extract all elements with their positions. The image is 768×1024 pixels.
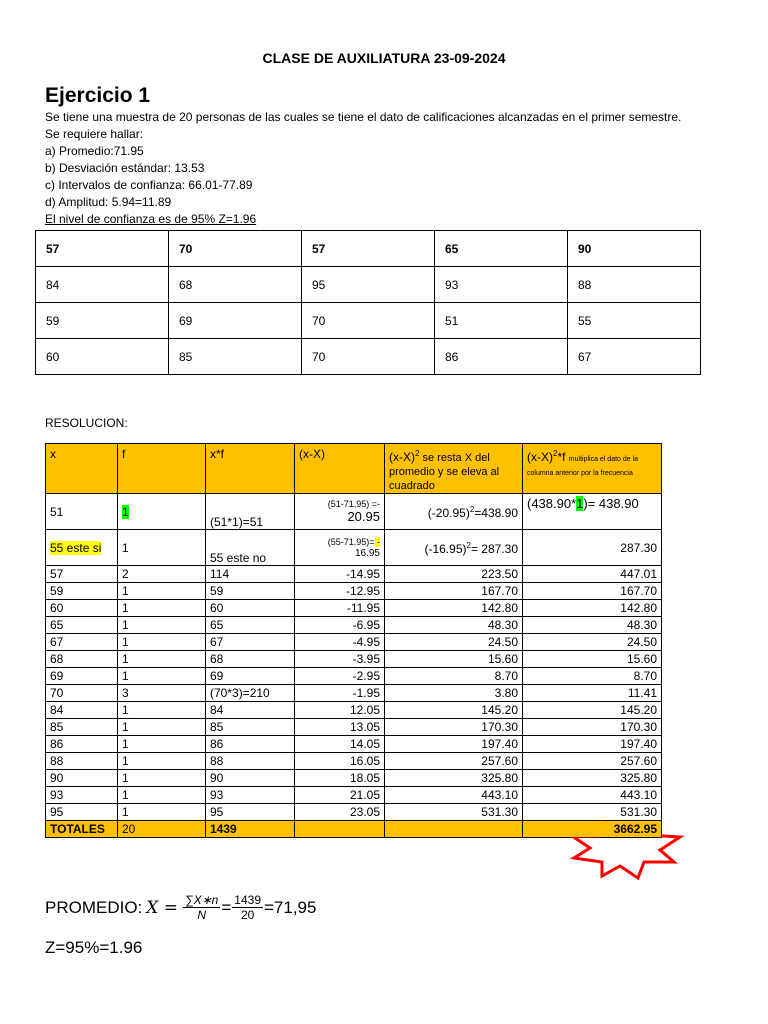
question-d: d) Amplitud: 5.94=11.89 (45, 195, 172, 209)
table-cell: 142.80 (385, 600, 523, 617)
totals-label: TOTALES (46, 821, 118, 838)
table-cell: -4.95 (295, 634, 385, 651)
table-cell: 11.41 (523, 685, 662, 702)
table-cell: 287.30 (523, 530, 662, 566)
table-row (46, 600, 662, 617)
header-x: x (46, 444, 118, 494)
frequency-table (45, 443, 662, 838)
table-cell: -6.95 (295, 617, 385, 634)
table-cell: (55-71.95)= - 16.95 (295, 530, 385, 566)
table-cell: 88 (206, 753, 295, 770)
table-cell: 51 (435, 303, 568, 339)
table-row (46, 702, 662, 719)
z-value: Z=95%=1.96 (45, 938, 143, 957)
table-cell: 85 (46, 719, 118, 736)
table-cell: 15.60 (385, 651, 523, 668)
table-cell: 90 (568, 231, 701, 267)
table-cell: 3.80 (385, 685, 523, 702)
table-cell: 145.20 (523, 702, 662, 719)
table-row (46, 685, 662, 702)
table-cell: 67 (568, 339, 701, 375)
table-cell: 167.70 (523, 583, 662, 600)
table-row (36, 231, 701, 267)
table-row (46, 770, 662, 787)
table-row (46, 753, 662, 770)
table-cell: 325.80 (385, 770, 523, 787)
table-cell: 170.30 (385, 719, 523, 736)
table-cell: 60 (36, 339, 169, 375)
table-row (46, 719, 662, 736)
table-cell: 69 (206, 668, 295, 685)
table-cell: 93 (435, 267, 568, 303)
table-cell: 67 (206, 634, 295, 651)
table-cell: -2.95 (295, 668, 385, 685)
table-row (46, 787, 662, 804)
table-cell: 48.30 (385, 617, 523, 634)
table-cell: 8.70 (385, 668, 523, 685)
table-cell: 1 (118, 530, 206, 566)
confidence-level: El nivel de confianza es de 95% Z=1.96 (45, 212, 257, 226)
table-cell: 95 (206, 804, 295, 821)
table-cell: 65 (206, 617, 295, 634)
table-cell: 68 (169, 267, 302, 303)
table-row (46, 804, 662, 821)
table-cell: 93 (206, 787, 295, 804)
table-cell: 60 (206, 600, 295, 617)
table-cell: 90 (206, 770, 295, 787)
table-cell: (51*1)=51 (206, 494, 295, 530)
table-cell: 443.10 (385, 787, 523, 804)
table-cell: 1 (118, 736, 206, 753)
table-cell: (51-71,95) =- 20.95 (295, 494, 385, 530)
table-cell: (70*3)=210 (206, 685, 295, 702)
table-cell: 86 (435, 339, 568, 375)
table-cell: 1 (118, 719, 206, 736)
table-cell: 257.60 (523, 753, 662, 770)
table-cell (295, 821, 385, 838)
header-squared: $(x-X)^2$ se resta X del promedio y se eleva al cuadrado (385, 444, 523, 494)
table-row (36, 267, 701, 303)
table-cell: 70 (46, 685, 118, 702)
table-cell: 13.05 (295, 719, 385, 736)
table-cell: 57 (36, 231, 169, 267)
header-squared-freq: $(x-X)^2*f$ multiplica el dato de la columna anterior por la frecuencia (523, 444, 662, 494)
table-cell: 86 (46, 736, 118, 753)
table-cell: -3.95 (295, 651, 385, 668)
table-cell: 257.60 (385, 753, 523, 770)
table-cell: 16.05 (295, 753, 385, 770)
table-cell (385, 821, 523, 838)
table-cell: 23.05 (295, 804, 385, 821)
table-cell: 67 (46, 634, 118, 651)
table-row (46, 634, 662, 651)
totals-xf: 1439 (206, 821, 295, 838)
table-row (46, 566, 662, 583)
table-cell: 1 (118, 583, 206, 600)
table-cell: 12.05 (295, 702, 385, 719)
table-cell: 197.40 (523, 736, 662, 753)
table-cell: 90 (46, 770, 118, 787)
table-cell: 2 (118, 566, 206, 583)
table-row (46, 583, 662, 600)
table-cell: 85 (169, 339, 302, 375)
table-cell: 1 (118, 651, 206, 668)
table-cell: 1 (118, 753, 206, 770)
table-cell: 59 (46, 583, 118, 600)
table-cell: 95 (46, 804, 118, 821)
totals-f: 20 (118, 821, 206, 838)
table-row (46, 736, 662, 753)
totals-sqf: 3662.95 (523, 821, 662, 838)
table-cell: 69 (46, 668, 118, 685)
table-row (46, 651, 662, 668)
table-cell: (438.90*1)= 438.90 (523, 494, 662, 530)
table-cell: 24.50 (523, 634, 662, 651)
table-cell: 48.30 (523, 617, 662, 634)
header-deviation: (x-X) (295, 444, 385, 494)
table-cell: 84 (46, 702, 118, 719)
table-cell: 70 (302, 303, 435, 339)
table-header-row (46, 444, 662, 494)
table-cell: 86 (206, 736, 295, 753)
table-cell: 93 (46, 787, 118, 804)
resolution-label: RESOLUCION: (45, 416, 128, 430)
table-row (46, 617, 662, 634)
header-xf: x*f (206, 444, 295, 494)
table-cell: -14.95 (295, 566, 385, 583)
table-cell: 65 (46, 617, 118, 634)
table-cell: $(-16.95)^2= 287.30$ (385, 530, 523, 566)
table-cell: 69 (169, 303, 302, 339)
table-cell: 55 este si (46, 530, 118, 566)
table-cell: 60 (46, 600, 118, 617)
table-cell: 531.30 (523, 804, 662, 821)
table-cell: 145.20 (385, 702, 523, 719)
table-cell: 70 (169, 231, 302, 267)
table-cell: 88 (46, 753, 118, 770)
table-cell: 8.70 (523, 668, 662, 685)
table-cell: 14.05 (295, 736, 385, 753)
table-cell: -1.95 (295, 685, 385, 702)
table-cell: 1 (118, 787, 206, 804)
table-cell: 1 (118, 617, 206, 634)
table-cell: $(-20.95)^2=438.90$ (385, 494, 523, 530)
table-cell: 1 (118, 600, 206, 617)
table-cell: 84 (36, 267, 169, 303)
sample-data-table (35, 230, 701, 375)
table-cell: 65 (435, 231, 568, 267)
exercise-heading: Ejercicio 1 (45, 84, 151, 107)
table-cell: 1 (118, 668, 206, 685)
intro-line: Se tiene una muestra de 20 personas de las cuales se tiene el dato de calificaciones alcanzadas en el primer semestre. (45, 110, 682, 124)
table-cell: 21.05 (295, 787, 385, 804)
table-cell: 70 (302, 339, 435, 375)
question-c: c) Intervalos de confianza: 66.01-77.89 (45, 178, 253, 192)
document-title: CLASE DE AUXILIATURA 23-09-2024 (262, 50, 506, 66)
table-cell: 18.05 (295, 770, 385, 787)
table-cell: 1 (118, 804, 206, 821)
mean-formula: PROMEDIO: X = $\frac{\sum X∗n}{N}$ = $\frac{1439}{20}$ =71,95 (45, 893, 317, 922)
table-cell: 197.40 (385, 736, 523, 753)
table-row (36, 303, 701, 339)
totals-row (46, 821, 662, 838)
table-row (46, 530, 662, 566)
table-cell: 142.80 (523, 600, 662, 617)
table-cell: 57 (302, 231, 435, 267)
table-cell: 95 (302, 267, 435, 303)
table-cell: 3 (118, 685, 206, 702)
table-cell: -11.95 (295, 600, 385, 617)
table-cell: 57 (46, 566, 118, 583)
table-row (46, 494, 662, 530)
table-cell: 15.60 (523, 651, 662, 668)
table-cell: 443.10 (523, 787, 662, 804)
table-cell: 84 (206, 702, 295, 719)
table-cell: 88 (568, 267, 701, 303)
table-cell: 114 (206, 566, 295, 583)
table-cell: 68 (206, 651, 295, 668)
table-cell: 1 (118, 770, 206, 787)
table-cell: 325.80 (523, 770, 662, 787)
table-cell: 223.50 (385, 566, 523, 583)
table-cell: 24.50 (385, 634, 523, 651)
intro-line: Se requiere hallar: (45, 127, 144, 141)
table-cell: 55 (568, 303, 701, 339)
header-f: f (118, 444, 206, 494)
table-cell: 59 (36, 303, 169, 339)
table-cell: 85 (206, 719, 295, 736)
table-cell: 51 (46, 494, 118, 530)
table-cell: -12.95 (295, 583, 385, 600)
question-a: a) Promedio:71.95 (45, 144, 144, 158)
table-cell: 1 (118, 634, 206, 651)
table-cell: 447.01 (523, 566, 662, 583)
table-row (46, 668, 662, 685)
question-b: b) Desviación estándar: 13.53 (45, 161, 205, 175)
table-cell: 59 (206, 583, 295, 600)
table-cell: 68 (46, 651, 118, 668)
table-row (36, 339, 701, 375)
table-cell: 170.30 (523, 719, 662, 736)
table-cell: 531.30 (385, 804, 523, 821)
table-cell: 1 (118, 702, 206, 719)
table-cell: 167.70 (385, 583, 523, 600)
table-cell: 55 este no (206, 530, 295, 566)
table-cell: 1 (118, 494, 206, 530)
